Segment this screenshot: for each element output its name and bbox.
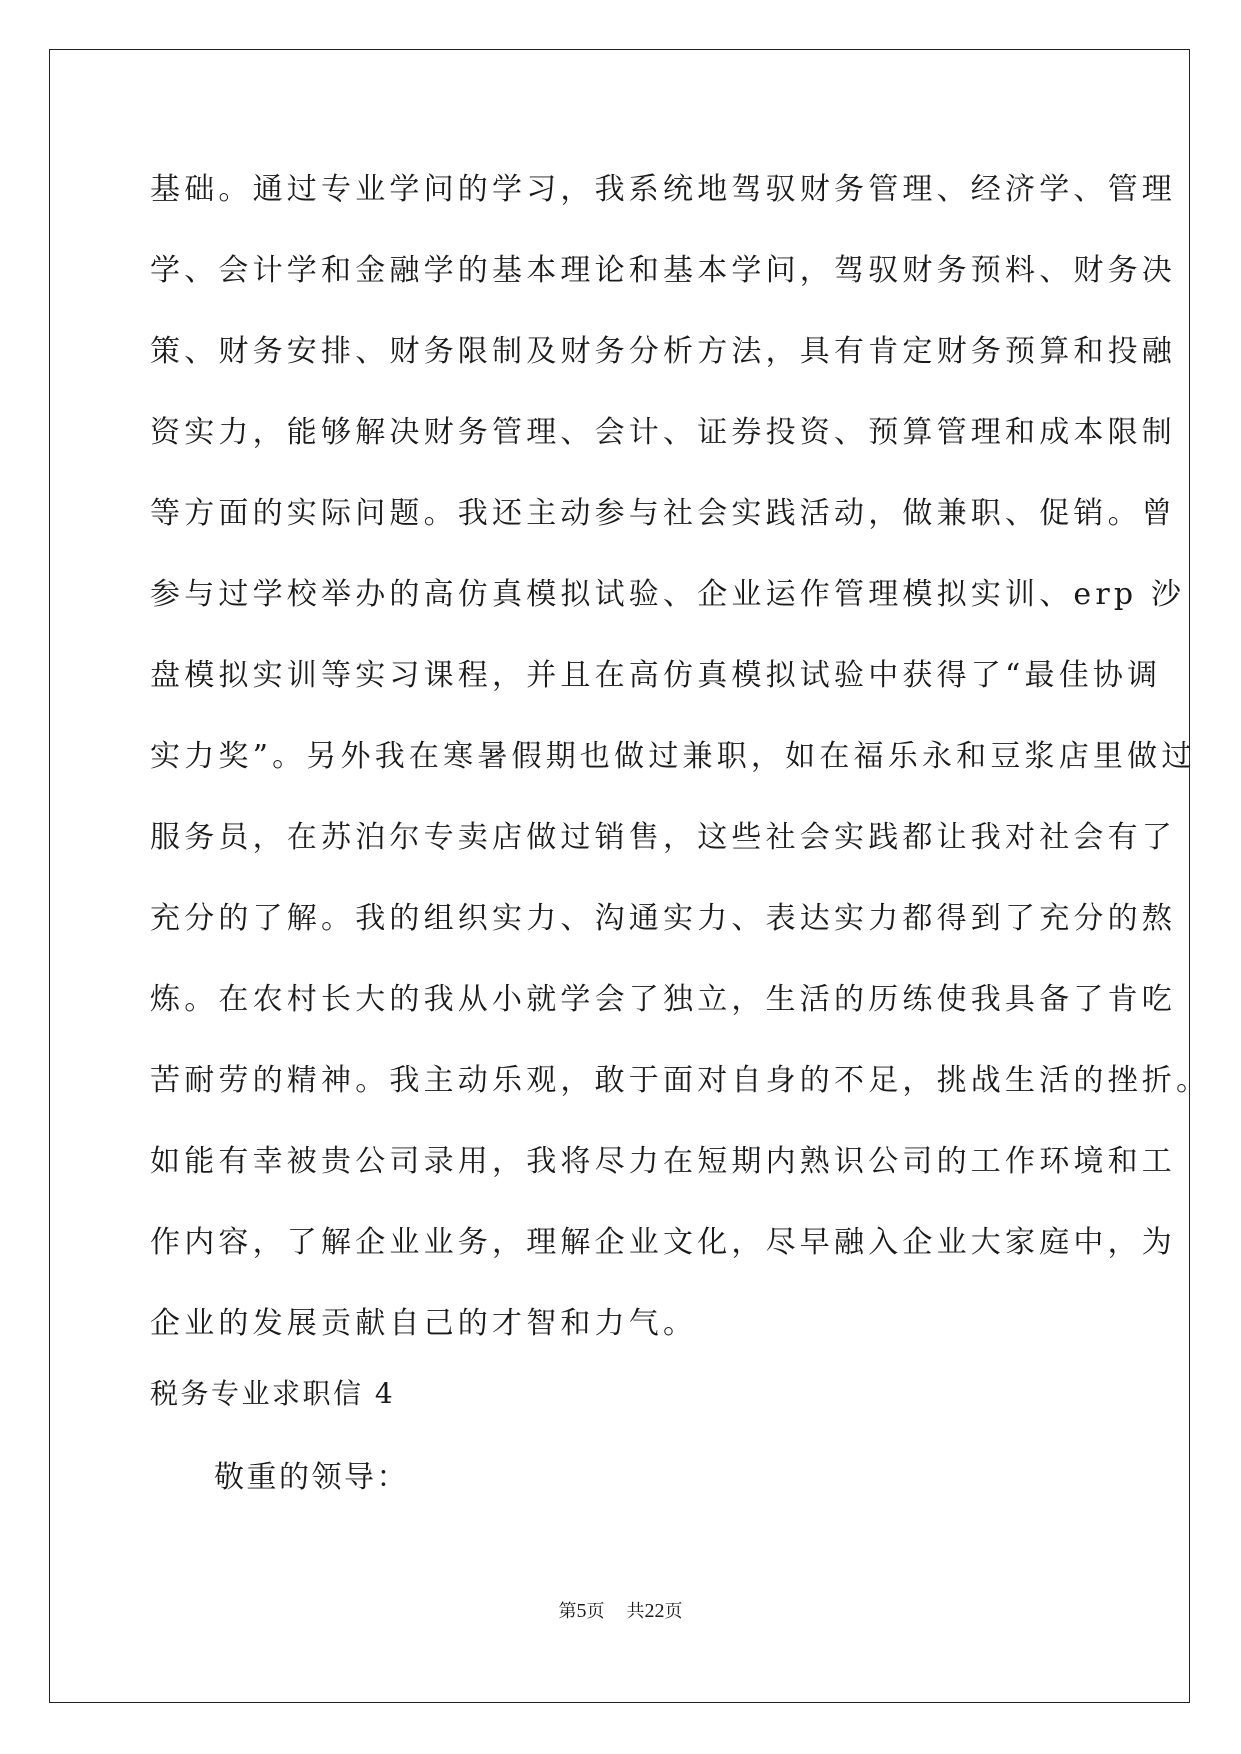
- page-prefix: 第: [558, 1601, 577, 1622]
- body-line: 策、财务安排、财务限制及财务分析方法，具有肯定财务预算和投融: [150, 334, 1176, 369]
- body-line: 基础。通过专业学问的学习，我系统地驾驭财务管理、经济学、管理: [150, 172, 1176, 207]
- body-line: 资实力，能够解决财务管理、会计、证券投资、预算管理和成本限制: [150, 415, 1176, 450]
- salutation: 敬重的领导：: [214, 1460, 409, 1495]
- body-line: 参与过学校举办的高仿真模拟试验、企业运作管理模拟实训、erp 沙: [150, 577, 1186, 612]
- body-line: 学、会计学和金融学的基本理论和基本学问，驾驭财务预料、财务决: [150, 253, 1176, 288]
- page-suffix: 页: [586, 1601, 605, 1622]
- total-pages: 22: [644, 1600, 665, 1622]
- total-prefix: 共: [626, 1601, 645, 1622]
- body-line: 炼。在农村长大的我从小就学会了独立，生活的历练使我具备了肯吃: [150, 982, 1176, 1017]
- letter-body: [150, 164, 1211, 1379]
- body-line: 等方面的实际问题。我还主动参与社会实践活动，做兼职、促销。曾: [150, 496, 1176, 531]
- body-line: 作内容，了解企业业务，理解企业文化，尽早融入企业大家庭中，为: [150, 1225, 1176, 1260]
- body-line: 服务员，在苏泊尔专卖店做过销售，这些社会实践都让我对社会有了: [150, 820, 1176, 855]
- body-line: 盘模拟实训等实习课程，并且在高仿真模拟试验中获得了“最佳协调: [150, 658, 1162, 693]
- body-line: 充分的了解。我的组织实力、沟通实力、表达实力都得到了充分的熬: [150, 901, 1176, 936]
- body-line: 苦耐劳的精神。我主动乐观，敢于面对自身的不足，挑战生活的挫折。: [150, 1063, 1211, 1098]
- page-number: 5: [576, 1600, 587, 1622]
- body-line: 实力奖”。另外我在寒暑假期也做过兼职，如在福乐永和豆浆店里做过: [150, 739, 1196, 774]
- page-footer: [0, 1599, 1241, 1624]
- body-line: 企业的发展贡献自己的才智和力气。: [150, 1306, 698, 1341]
- section-title: 税务专业求职信 4: [150, 1377, 396, 1410]
- body-line: 如能有幸被贵公司录用，我将尽力在短期内熟识公司的工作环境和工: [150, 1144, 1176, 1179]
- total-suffix: 页: [664, 1601, 683, 1622]
